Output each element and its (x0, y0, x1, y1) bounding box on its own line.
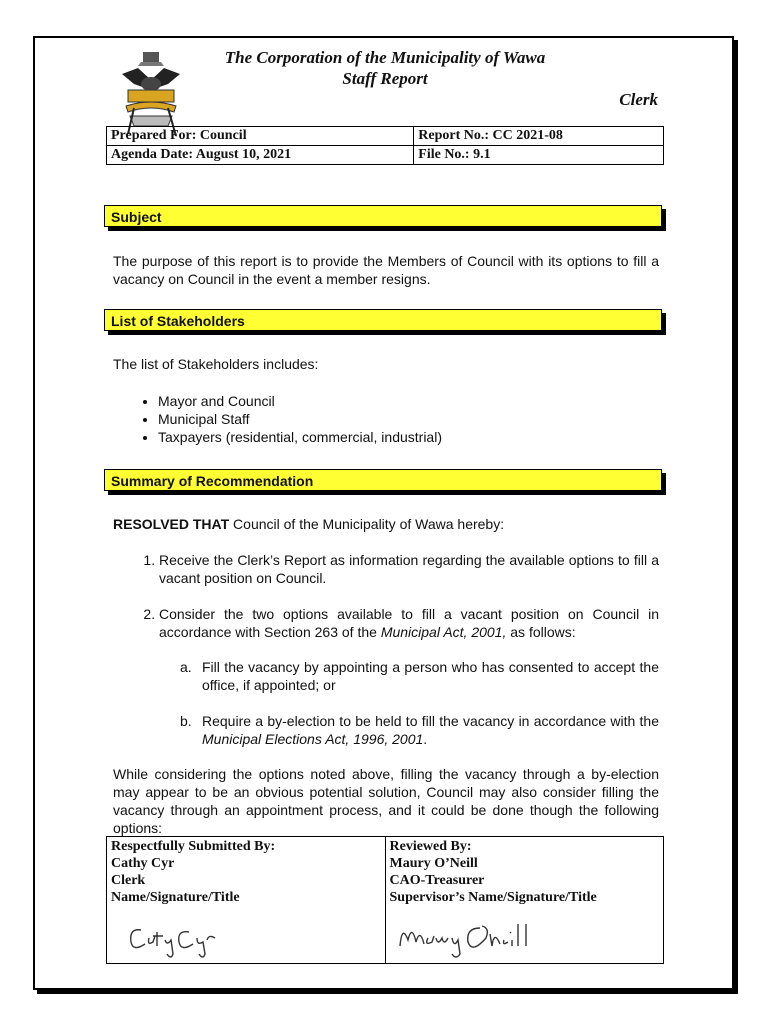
submitter-signature-text: Cathy Cyr (111, 910, 116, 911)
municipality-title: The Corporation of the Municipality of Wawa (224, 48, 546, 67)
agenda-date: Agenda Date: August 10, 2021 (107, 146, 414, 165)
recommendation-2-post: as follows: (506, 624, 576, 640)
option-b-pre: Require a by-election to be held to fill the vacancy in accordance with the (202, 713, 659, 729)
signature-table (106, 836, 664, 964)
report-type-title: Staff Report (342, 69, 428, 88)
option-a-text: Fill the vacancy by appointing a person who has consented to accept the office, if appointed; or (202, 659, 659, 693)
option-a-label: a. (180, 659, 192, 675)
reviewed-by-heading: Reviewed By: (389, 839, 472, 854)
resolved-statement (113, 515, 659, 533)
option-b-label: b. (180, 713, 192, 729)
reviewer-name: Maury O’Neill (389, 856, 478, 871)
section-banner-stakeholders: List of Stakeholders (104, 309, 662, 331)
submitter-caption: Name/Signature/Title (111, 890, 240, 905)
list-item: • Taxpayers (residential, commercial, industrial) (158, 428, 442, 446)
file-number: File No.: 9.1 (414, 146, 664, 165)
closing-paragraph: While considering the options noted above, filling the vacancy through a by-election may appear to be an obvious potential solution, Council may also consider filling the vacancy through an appointment process, and it could be done though the following options: (113, 766, 659, 836)
submitter-name: Cathy Cyr (111, 856, 175, 871)
reviewer-title: CAO-Treasurer (389, 873, 485, 888)
resolved-bold: RESOLVED THAT (113, 516, 230, 532)
recommendation-1-text: Receive the Clerk’s Report as information regarding the available options to fill a vacant position on Council. (159, 552, 659, 586)
prepared-for: Prepared For: Council (107, 127, 414, 146)
submitter-signature-icon (111, 910, 231, 962)
recommendation-item (159, 551, 659, 587)
report-info-table (106, 126, 664, 165)
municipal-act-ref: Municipal Act, 2001, (380, 624, 507, 640)
recommendation-list (113, 551, 659, 641)
list-item: • Mayor and Council (158, 392, 442, 410)
recommendation-item (159, 605, 659, 641)
report-number: Report No.: CC 2021-08 (414, 127, 664, 146)
list-item: • Municipal Staff (158, 410, 442, 428)
subject-text: The purpose of this report is to provide the Members of Council with its options to fill a vacancy on Council in the event a member resigns. (113, 253, 659, 287)
section-banner-summary: Summary of Recommendation (104, 469, 662, 491)
reviewer-caption: Supervisor’s Name/Signature/Title (389, 890, 597, 905)
option-b (180, 712, 659, 748)
stakeholder-list (112, 392, 442, 446)
resolved-rest: Council of the Municipality of Wawa hereby: (229, 516, 505, 532)
reviewer-signature-icon (390, 910, 540, 962)
option-b-post: . (423, 731, 428, 747)
recommendation-2-pre: Consider the two options available to fill a vacant position on Council in accordance with Section 263 of the (159, 606, 659, 640)
submitter-title: Clerk (111, 873, 146, 888)
elections-act-ref: Municipal Elections Act, 1996, 2001 (202, 731, 424, 747)
stakeholders-intro: The list of Stakeholders includes: (113, 356, 319, 372)
submitted-by-cell (107, 837, 386, 964)
section-banner-subject: Subject (104, 205, 662, 227)
reviewer-signature-text: Maury O'Neill (389, 910, 396, 911)
department-label: Clerk (619, 90, 658, 109)
submitted-by-heading: Respectfully Submitted By: (111, 839, 276, 854)
reviewed-by-cell (385, 837, 664, 964)
option-a (180, 658, 659, 694)
